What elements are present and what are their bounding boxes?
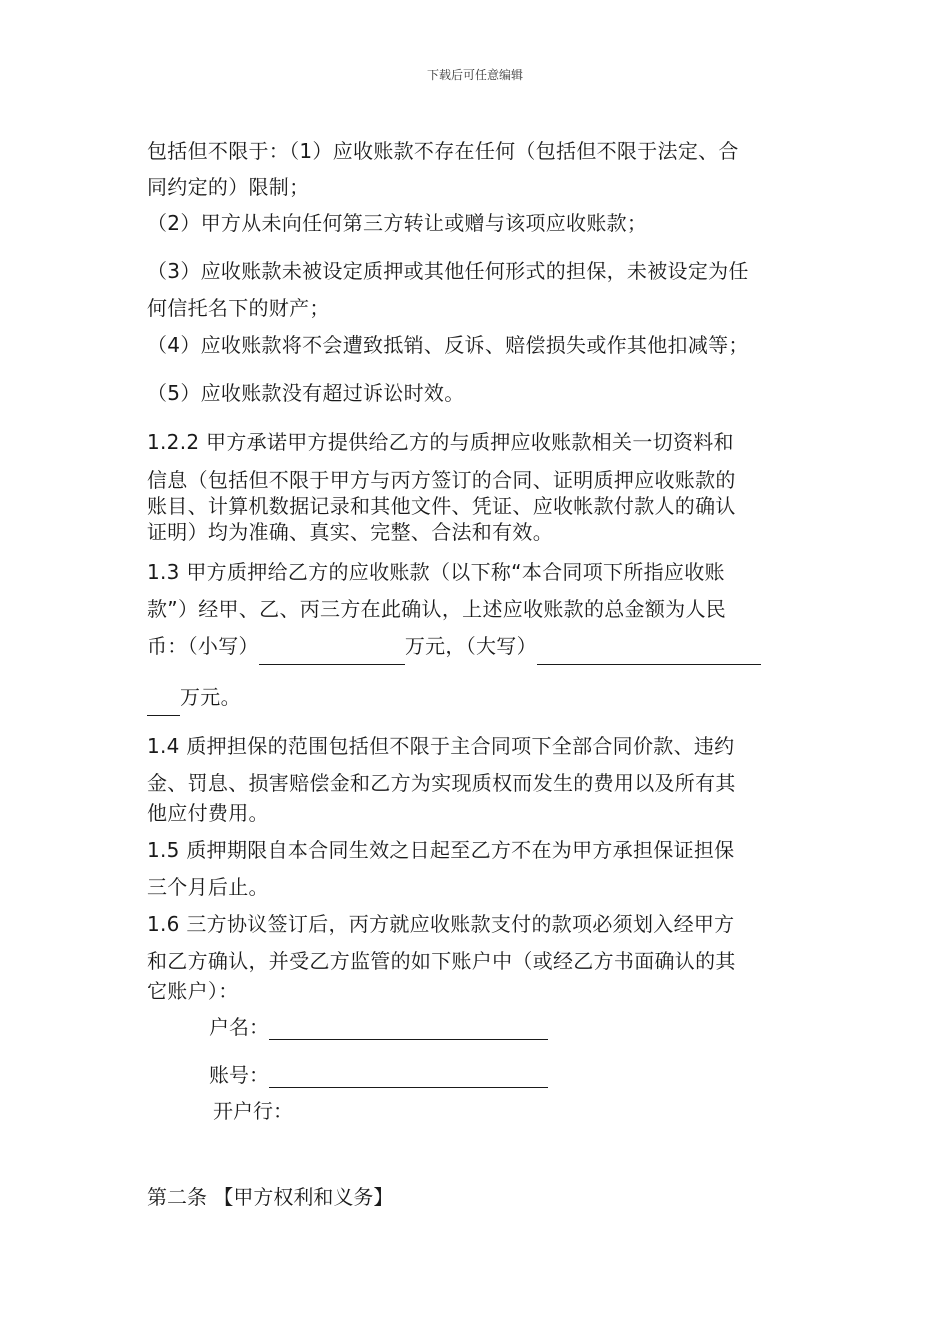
clause-1-6 <box>147 906 811 1002</box>
document-body <box>147 133 811 1210</box>
text-line: 信息（包括但不限于甲方与丙方签订的合同、证明质押应收账款的 <box>147 468 736 492</box>
intro-paragraph <box>147 133 811 206</box>
text-line: 何信托名下的财产； <box>147 296 330 320</box>
small-amount-blank[interactable] <box>259 642 405 665</box>
text-line: 三个月后止。 <box>147 875 269 899</box>
text-line: 同约定的）限制； <box>147 175 310 199</box>
page-header: 下载后可任意编辑 <box>426 68 523 82</box>
item-2: （2）甲方从未向任何第三方转让或赠与该项应收账款； <box>147 211 648 235</box>
account-number-blank[interactable] <box>269 1065 548 1088</box>
large-amount-blank-continued[interactable] <box>147 693 180 716</box>
text-line: 1.6 三方协议签订后，丙方就应收账款支付的款项必须划入经甲方 <box>147 912 735 936</box>
clause-1-4 <box>147 728 811 824</box>
text-line: 1.4 质押担保的范围包括但不限于主合同项下全部合同价款、违约 <box>147 734 735 758</box>
clause-1-2-2 <box>147 424 811 545</box>
bank-row <box>213 1098 811 1124</box>
account-name-row <box>209 1014 811 1040</box>
text-line: 1.2.2 甲方承诺甲方提供给乙方的与质押应收账款相关一切资料和 <box>147 430 734 454</box>
item-3 <box>147 253 811 327</box>
item-4: （4）应收账款将不会遭致抵销、反诉、赔偿损失或作其他扣减等； <box>147 333 749 357</box>
account-number-label: 账号： <box>209 1063 269 1087</box>
text-line: 款”）经甲、乙、丙三方在此确认，上述应收账款的总金额为人民 <box>147 597 727 621</box>
unit-text: 万元。 <box>180 685 241 709</box>
section-2-title: 第二条 【甲方权利和义务】 <box>147 1185 394 1209</box>
clause-1-3 <box>147 554 811 716</box>
large-amount-blank[interactable] <box>537 642 761 665</box>
account-name-label: 户名： <box>209 1015 269 1039</box>
bank-label: 开户行： <box>213 1099 293 1123</box>
item-5: （5）应收账款没有超过诉讼时效。 <box>147 381 465 405</box>
account-number-row <box>209 1062 811 1088</box>
text-line: 金、罚息、损害赔偿金和乙方为实现质权而发生的费用以及所有其 <box>147 771 736 795</box>
text-line: 账目、计算机数据记录和其他文件、凭证、应收帐款付款人的确认 <box>147 494 736 518</box>
text-line: 1.5 质押期限自本合同生效之日起至乙方不在为甲方承担保证担保 <box>147 838 735 862</box>
text-line: 证明）均为准确、真实、完整、合法和有效。 <box>147 520 553 544</box>
text-line: 包括但不限于：（1）应收账款不存在任何（包括但不限于法定、合 <box>147 139 739 163</box>
small-amount-label: 币：（小写） <box>147 634 259 658</box>
amount-line <box>147 628 811 665</box>
text-line: 他应付费用。 <box>147 801 269 825</box>
text-line: （3）应收账款未被设定质押或其他任何形式的担保，未被设定为任 <box>147 259 749 283</box>
account-name-blank[interactable] <box>269 1017 548 1040</box>
amount-line-2 <box>147 679 811 716</box>
large-amount-label: 万元，（大写） <box>404 634 537 658</box>
clause-1-5 <box>147 832 811 906</box>
text-line: 它账户）： <box>147 979 239 1003</box>
text-line: 1.3 甲方质押给乙方的应收账款（以下称“本合同项下所指应收账 <box>147 560 725 584</box>
text-line: 和乙方确认，并受乙方监管的如下账户中（或经乙方书面确认的其 <box>147 949 736 973</box>
